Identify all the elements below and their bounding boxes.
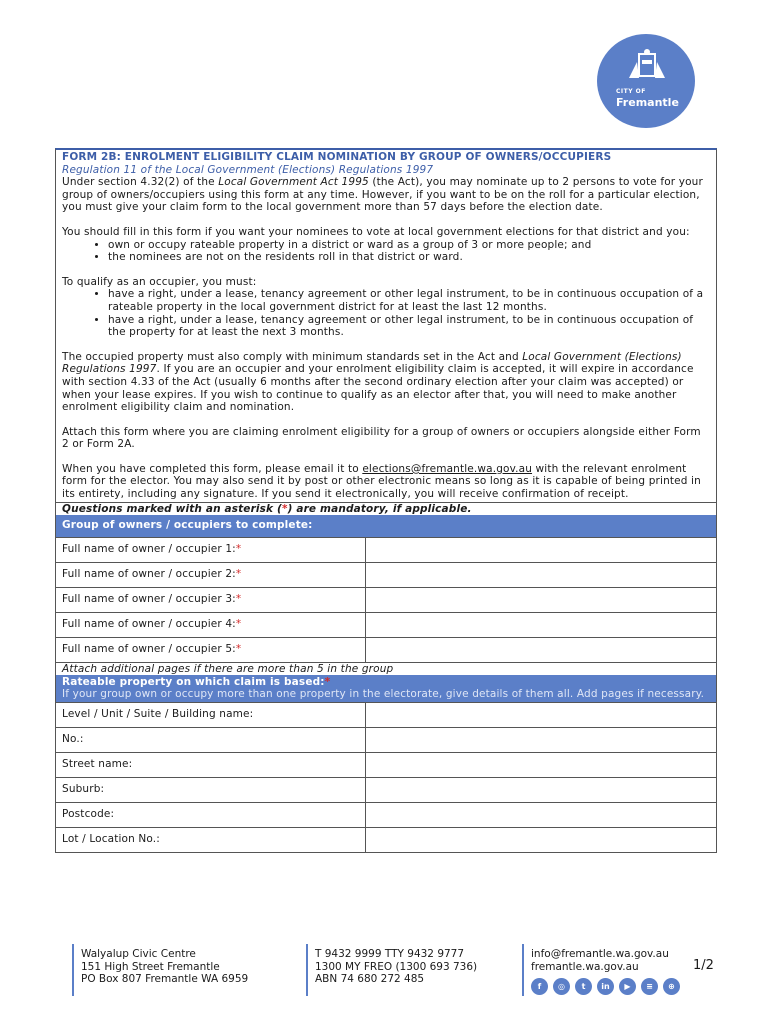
- table-row: [56, 562, 716, 587]
- intro-paragraph: Under section 4.32(2) of the Local Government Act 1995 (the Act), you may nominate up to 2 persons to vote for your group of owners/occupiers using this form at any time. However, if you want to be on the roll for a particular election, you must give your claim form to the local government more than 57 days before the election date.: [62, 176, 703, 214]
- owner-1-label: Full name of owner / occupier 1:*: [56, 537, 366, 562]
- postcode-label: Postcode:: [56, 802, 366, 827]
- info-email-link[interactable]: info@fremantle.wa.gov.au: [531, 948, 669, 960]
- who-paragraph: You should fill in this form if you want your nominees to vote at local government elections for that district and you:: [62, 225, 690, 238]
- elections-email-link[interactable]: elections@fremantle.wa.gov.au: [362, 462, 533, 475]
- table-row: [56, 827, 716, 852]
- table-row: [56, 727, 716, 752]
- table-row: [56, 537, 716, 562]
- submit-paragraph: When you have completed this form, please email it to elections@fremantle.wa.gov.au with the relevant enrolment form for the elector. You may also send it by post or other electronic means so long as it is capable of being printed in its entirety, including any signature. If you send it electronically, you will receive confirmation of receipt.: [62, 462, 701, 501]
- table-row: [56, 587, 716, 612]
- table-row: [56, 612, 716, 637]
- mandatory-note: Questions marked with an asterisk (*) are mandatory, if applicable.: [56, 502, 716, 515]
- twitter-icon[interactable]: t: [575, 978, 592, 995]
- postcode-field[interactable]: [366, 802, 717, 827]
- logo-city-text: CITY OF: [616, 88, 646, 95]
- footer-address: Walyalup Civic Centre 151 High Street Fremantle PO Box 807 Fremantle WA 6959: [81, 948, 249, 985]
- property-section-heading: Rateable property on which claim is based:* If your group own or occupy more than one property in the electorate, give details of them all. Add pages if necessary.: [56, 675, 716, 702]
- table-row: [56, 802, 716, 827]
- footer-divider: [306, 944, 308, 996]
- web-icon[interactable]: ⊕: [663, 978, 680, 995]
- logo-name: Fremantle: [616, 96, 679, 109]
- occupier-bullets: [62, 288, 710, 338]
- owner-3-field[interactable]: [366, 587, 717, 612]
- owner-4-field[interactable]: [366, 612, 717, 637]
- street-number-field[interactable]: [366, 727, 717, 752]
- form-title: FORM 2B: ENROLMENT ELIGIBILITY CLAIM NOMINATION BY GROUP OF OWNERS/OCCUPIERS: [62, 151, 612, 163]
- list-item: • own or occupy rateable property in a district or ward as a group of 3 or more people; and: [108, 239, 710, 252]
- street-name-field[interactable]: [366, 752, 717, 777]
- lot-number-label: Lot / Location No.:: [56, 827, 366, 852]
- owner-1-field[interactable]: [366, 537, 717, 562]
- form-regulation: Regulation 11 of the Local Government (Elections) Regulations 1997: [62, 163, 434, 176]
- building-name-label: Level / Unit / Suite / Building name:: [56, 702, 366, 727]
- crest-icon: [625, 48, 669, 82]
- group-note: Attach additional pages if there are more than 5 in the group: [56, 662, 716, 675]
- group-section-heading: Group of owners / occupiers to complete:: [56, 515, 716, 537]
- footer-divider: [72, 944, 74, 996]
- form-2b: [55, 148, 717, 853]
- owner-5-field[interactable]: [366, 637, 717, 662]
- instagram-icon[interactable]: ◎: [553, 978, 570, 995]
- standards-paragraph: The occupied property must also comply with minimum standards set in the Act and Local Government (Elections) Regulations 1997. If you are an occupier and your enrolment eligibility claim is accepted, it will expire in accordance with section 4.33 of the Act (usually 6 months after the second ordinary election after your claim was accepted) or when your lease expires. If you wish to continue to qualify as an elector after that, you will need to make another enrolment eligibility claim and nomination.: [62, 350, 694, 414]
- table-row: [56, 637, 716, 662]
- table-row: [56, 752, 716, 777]
- podcast-icon[interactable]: ≡: [641, 978, 658, 995]
- street-number-label: No.:: [56, 727, 366, 752]
- footer-divider: [522, 944, 524, 996]
- owner-2-field[interactable]: [366, 562, 717, 587]
- owner-2-label: Full name of owner / occupier 2:*: [56, 562, 366, 587]
- city-of-fremantle-logo: [597, 34, 695, 128]
- linkedin-icon[interactable]: in: [597, 978, 614, 995]
- property-table: [56, 702, 716, 852]
- list-item: • have a right, under a lease, tenancy agreement or other legal instrument, to be in continuous occupation of a rateable property in the local government district for at least the last 12 months.: [108, 288, 710, 313]
- suburb-label: Suburb:: [56, 777, 366, 802]
- owner-4-label: Full name of owner / occupier 4:*: [56, 612, 366, 637]
- list-item: • have a right, under a lease, tenancy agreement or other legal instrument, to be in continuous occupation of the property for at least the next 3 months.: [108, 314, 710, 339]
- suburb-field[interactable]: [366, 777, 717, 802]
- attach-paragraph: Attach this form where you are claiming enrolment eligibility for a group of owners or occupiers alongside either Form 2 or Form 2A.: [62, 425, 701, 451]
- table-row: [56, 702, 716, 727]
- street-name-label: Street name:: [56, 752, 366, 777]
- footer-web: [531, 948, 669, 973]
- website-link[interactable]: fremantle.wa.gov.au: [531, 960, 639, 973]
- who-bullets: [62, 239, 710, 264]
- occupier-paragraph: To qualify as an occupier, you must:: [62, 275, 257, 288]
- lot-number-field[interactable]: [366, 827, 717, 852]
- group-table: [56, 537, 716, 662]
- list-item: • the nominees are not on the residents roll in that district or ward.: [108, 251, 710, 264]
- building-name-field[interactable]: [366, 702, 717, 727]
- youtube-icon[interactable]: ▶: [619, 978, 636, 995]
- social-icons: [531, 978, 680, 995]
- page-number: 1/2: [693, 958, 714, 973]
- facebook-icon[interactable]: f: [531, 978, 548, 995]
- property-note: If your group own or occupy more than one property in the electorate, give details of them all. Add pages if necessary.: [62, 688, 705, 701]
- table-row: [56, 777, 716, 802]
- owner-3-label: Full name of owner / occupier 3:*: [56, 587, 366, 612]
- owner-5-label: Full name of owner / occupier 5:*: [56, 637, 366, 662]
- footer-phone: T 9432 9999 TTY 9432 9777 1300 MY FREO (1300 693 736) ABN 74 680 272 485: [315, 948, 478, 985]
